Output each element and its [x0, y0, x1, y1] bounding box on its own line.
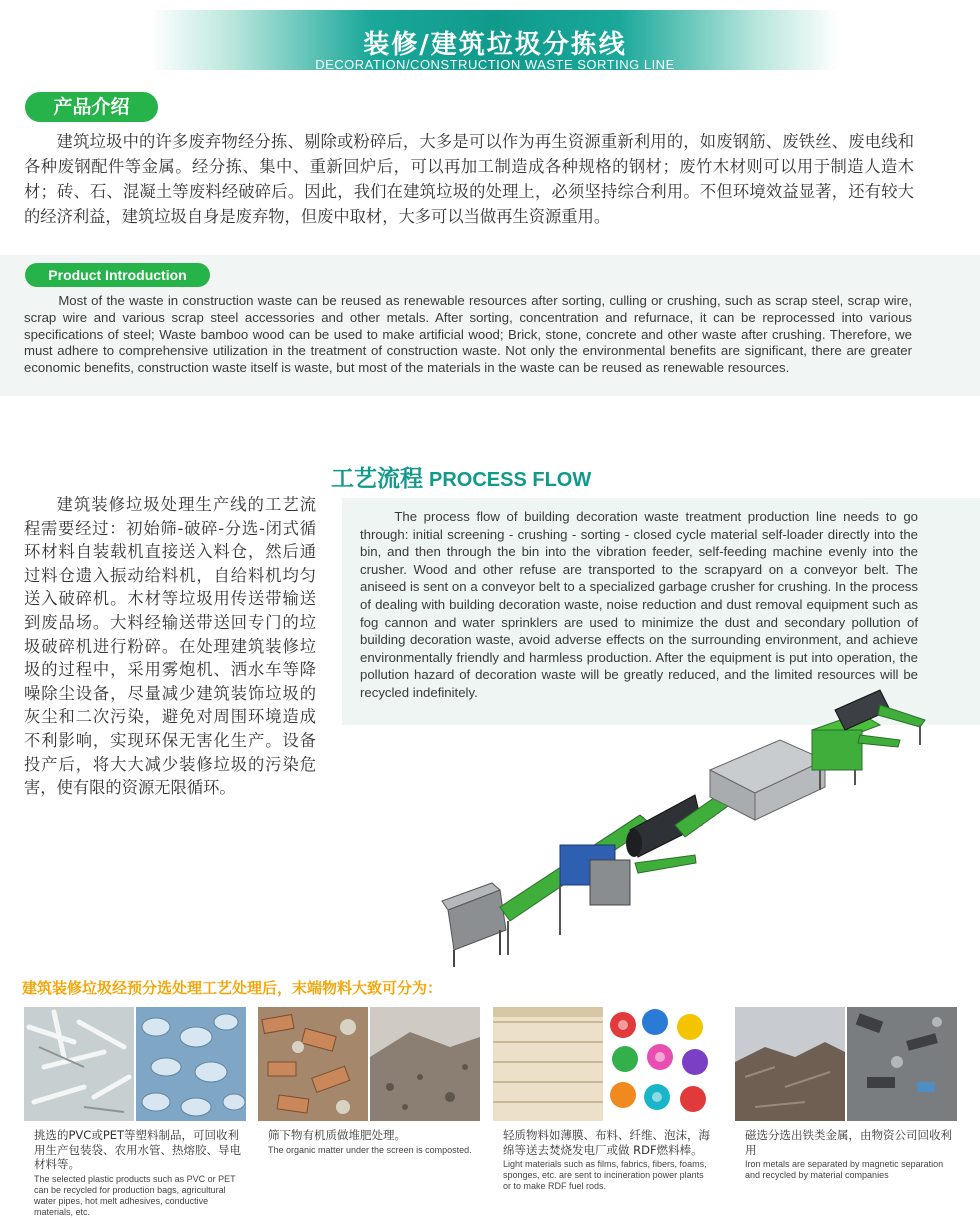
header-banner	[150, 10, 840, 70]
sorting-line-machine-illustration	[440, 685, 940, 970]
brick-rubble-photo	[258, 1007, 368, 1121]
output-card-organic	[258, 1007, 480, 1156]
intro-cn-paragraph: 建筑垃圾中的许多废弃物经分拣、剔除或粉碎后，大多是可以作为再生资源重新利用的，如废钢筋、废铁丝、废电线和各种废钢配件等金属。经分拣、集中、重新回炉后，可以再加工制造成各种规格的钢材；废竹木材则可以用于制造人造木材；砖、石、混凝土等废料经破碎后。因此，我们在建筑垃圾的处理上，必须坚持综合利用。不但环境效益显著，还有较大的经济利益，建筑垃圾自身是废弃物，但废中取材，大多可以当做再生资源重用。	[24, 132, 914, 226]
soil-pile-photo	[370, 1007, 480, 1121]
output-caption-en: Iron metals are separated by magnetic separation and recycled by material companies	[745, 1159, 944, 1180]
scrap-metal-closeup-photo	[847, 1007, 957, 1121]
output-caption-cn: 磁选分选出铁类金属，由物资公司回收利用	[745, 1128, 952, 1157]
pet-bottles-photo	[136, 1007, 246, 1121]
board-stack-photo	[493, 1007, 603, 1121]
page-subtitle: DECORATION/CONSTRUCTION WASTE SORTING LINE	[315, 57, 675, 72]
output-card-ferrous-metals	[735, 1007, 957, 1181]
process-flow-heading	[331, 460, 591, 493]
output-caption-cn: 轻质物料如薄膜、布料、纤维、泡沫，海绵等送去焚烧发电厂或做 RDF燃料棒。	[503, 1128, 710, 1157]
process-flow-en-paragraph: The process flow of building decoration waste treatment production line needs to go through: initial screening - crushing - sorting - closed cycle material self-loader directly into the bin, and then through the bin into the vibration feeder, self-feeding machine evenly into the crusher. Wood and other refuse are transported to the scrapyard on a conveyor belt. The aniseed is sent on a conveyor belt to a specialized garbage crusher for crushing. In the process of dealing with building decoration waste, noise reduction and dust removal equipment such as fog cannon and water sprinklers are used to minimize the dust and secondary pollution of building decoration waste, avoid adverse effects on the surrounding environment, and achieve environmentally friendly and harmless production. After the equipment is put into operation, the pollution hazard of decoration waste will be greatly reduced, and the limited resources will be recycled indefinitely.	[360, 509, 918, 700]
process-flow-cn-paragraph: 建筑装修垃圾处理生产线的工艺流程需要经过：初始筛-破碎-分选-闭式循环材料自装载机直接送入料仓，然后通过料仓遗入振动给料机，自给料机均匀送入破碎机。木材等垃圾用传送带输送到废品场。大料经输送带送回专门的垃圾破碎机进行粉碎。在处理建筑装修垃圾的过程中，采用雾炮机、洒水车等降噪除尘设备，尽量减少建筑装饰垃圾的灰尘和二次污染，避免对周围环境造成不利影响，实现环保无害化生产。设备投产后，将大大减少装修垃圾的污染危害，使有限的资源无限循环。	[24, 495, 316, 798]
plastic-caps-photo	[605, 1007, 715, 1121]
shredded-pvc-photo	[24, 1007, 134, 1121]
output-materials-title: 建筑装修垃圾经预分选处理工艺处理后，末端物料大致可分为：	[22, 979, 443, 997]
section-label-cn-intro: 产品介绍	[25, 92, 158, 122]
scrap-metal-pile-photo	[735, 1007, 845, 1121]
page-title: 装修/建筑垃圾分拣线	[363, 30, 627, 60]
intro-en-paragraph: Most of the waste in construction waste can be reused as renewable resources after sorting, culling or crushing, such as scrap steel, scrap wire, scrap wire and various scrap steel accessories and other metals. After sorting, concentration and refurnace, it can be reprocessed into various specifications of steel; Waste bamboo wood can be used to make artificial wood; Brick, stone, concrete and other waste after crushing. Therefore, we must adhere to comprehensive utilization in the treatment of construction waste. Not only the environmental benefits are significant, there are greater economic benefits, construction waste itself is waste, but most of the materials in the waste can be reused as renewable resources.	[24, 293, 912, 376]
output-caption-en: The organic matter under the screen is composted.	[268, 1144, 472, 1155]
output-caption-en: Light materials such as films, fabrics, fibers, foams, sponges, etc. are sent to incineration power plants or to make RDF fuel rods.	[503, 1159, 707, 1191]
output-caption-cn: 筛下物有机质做堆肥处理。	[268, 1128, 406, 1142]
output-card-plastics	[24, 1007, 246, 1218]
output-caption-cn: 挑选的PVC或PET等塑料制品，可回收利用生产包装袋、农用水管、热熔胶、导电材料等。	[34, 1128, 241, 1171]
process-flow-title-en: PROCESS FLOW	[429, 469, 592, 491]
section-label-en-intro: Product Introduction	[25, 263, 210, 287]
output-caption-en: The selected plastic products such as PVC or PET can be recycled for production bags, agricultural water pipes, hot melt adhesives, conductive materials, etc.	[34, 1173, 236, 1217]
process-flow-title-cn: 工艺流程	[331, 466, 423, 492]
output-card-light-materials	[493, 1007, 715, 1192]
